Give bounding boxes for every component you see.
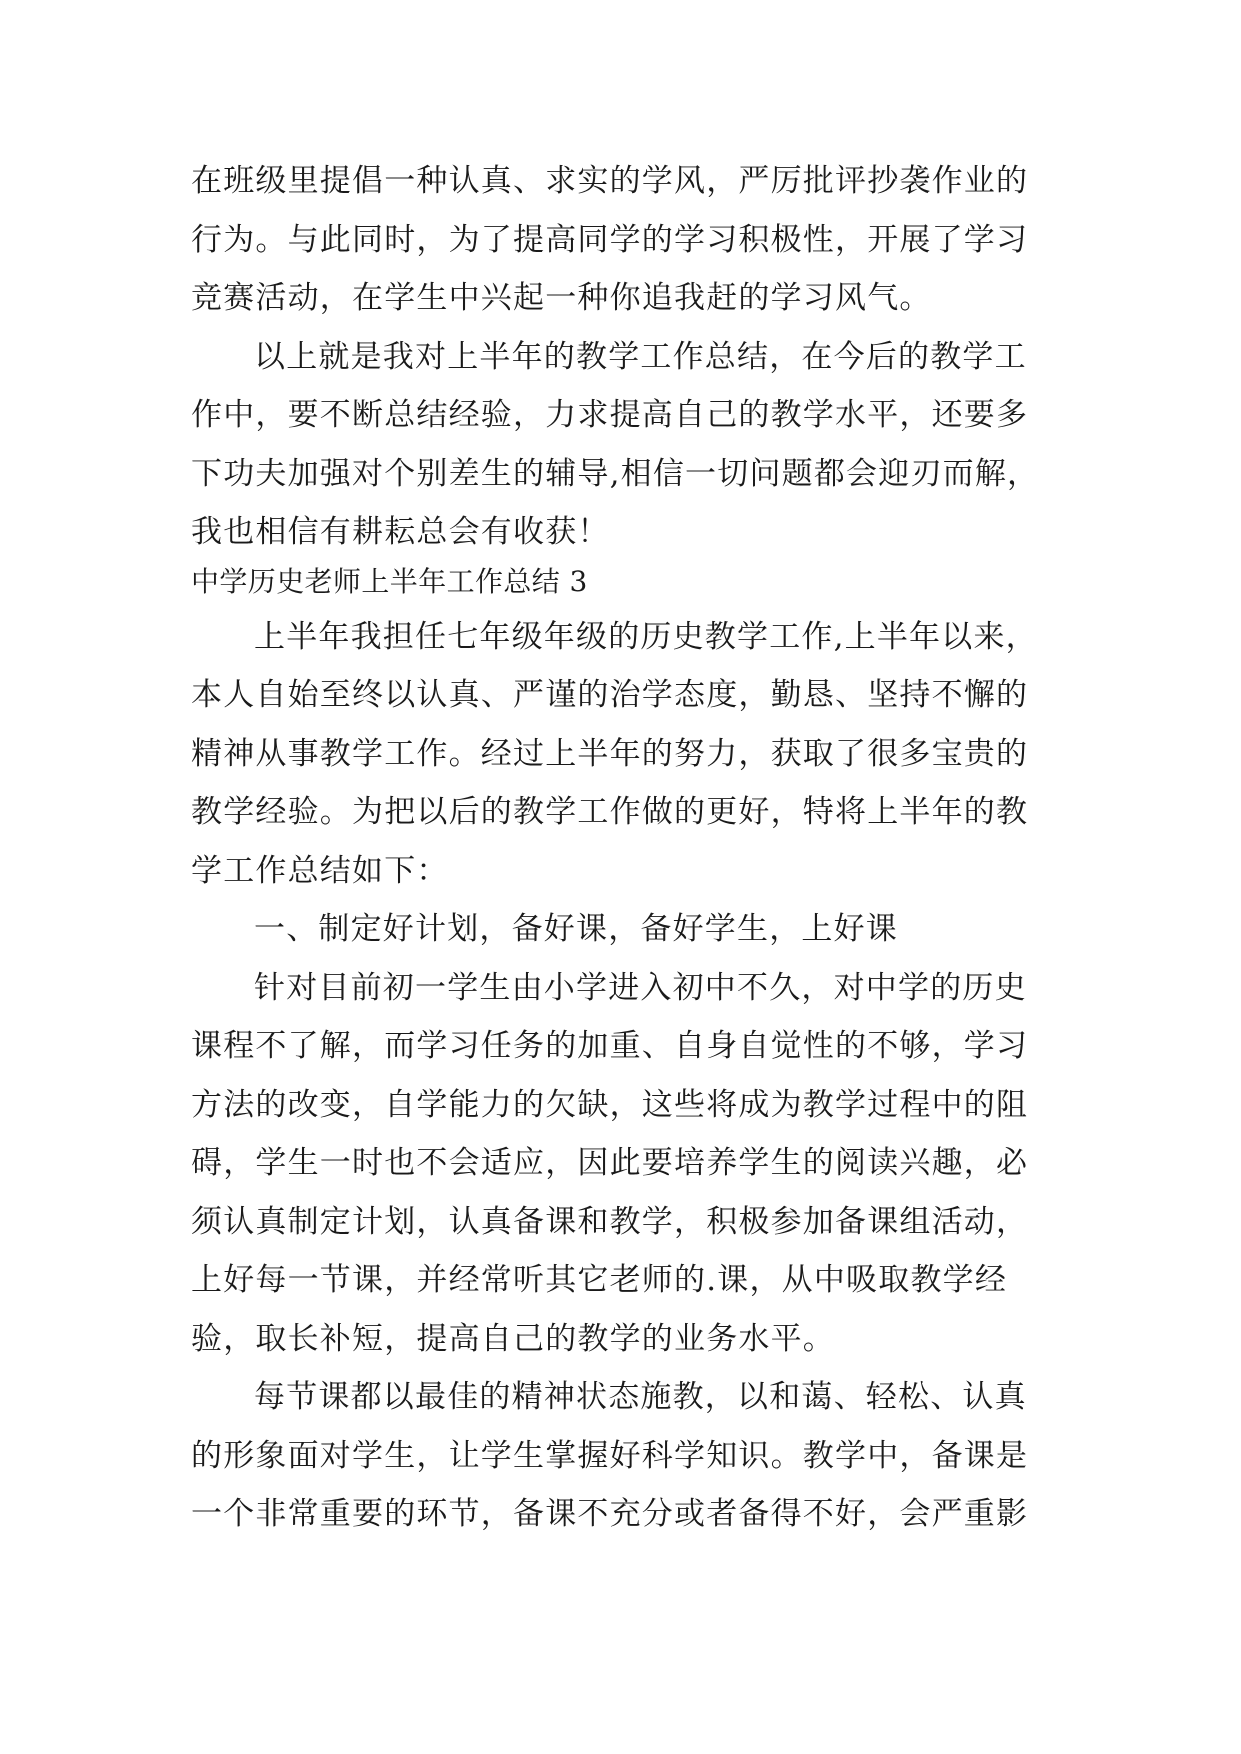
text-line: 每节课都以最佳的精神状态施教，以和蔼、轻松、认真 [254,1379,1027,1415]
text-line: 行为。与此同时，为了提高同学的学习积极性，开展了学习 [191,221,1029,258]
text-line: 须认真制定计划，认真备课和教学，积极参加备课组活动， [191,1203,1029,1240]
text-line: 下功夫加强对个别差生的辅导,相信一切问题都会迎刃而解， [191,455,1040,492]
text-line: 本人自始至终以认真、严谨的治学态度，勤恳、坚持不懈的 [191,677,1029,713]
text-line: 上好每一节课，并经常听其它老师的.课，从中吸取教学经 [191,1262,1008,1298]
text-line: 一个非常重要的环节，备课不充分或者备得不好，会严重影 [191,1496,1029,1532]
text-line: 方法的改变，自学能力的欠缺，这些将成为教学过程中的阻 [191,1086,1029,1123]
text-line: 课程不了解，而学习任务的加重、自身自觉性的不够，学习 [191,1028,1029,1064]
text-line: 作中，要不断总结经验，力求提高自己的教学水平，还要多 [191,397,1029,433]
text-line: 上半年我担任七年级年级的历史教学工作,上半年以来， [254,618,1038,655]
text-line: 竞赛活动，在学生中兴起一种你追我赶的学习风气。 [191,280,932,316]
text-line: 在班级里提倡一种认真、求实的学风，严厉批评抄袭作业的 [191,163,1029,199]
text-line: 针对目前初一学生由小学进入初中不久，对中学的历史 [254,969,1027,1006]
text-line: 以上就是我对上半年的教学工作总结，在今后的教学工 [254,338,1027,375]
text-line: 碍，学生一时也不会适应，因此要培养学生的阅读兴趣，必 [191,1145,1029,1181]
text-line: 教学经验。为把以后的教学工作做的更好，特将上半年的教 [191,794,1029,830]
text-line: 精神从事教学工作。经过上半年的努力，获取了很多宝贵的 [191,735,1029,772]
text-line: 的形象面对学生，让学生掌握好科学知识。教学中，备课是 [191,1437,1029,1474]
text-line: 学工作总结如下： [191,852,449,889]
text-line: 我也相信有耕耘总会有收获！ [191,514,610,550]
document-body [191,152,1051,1544]
subheading-line: 一、制定好计划，备好课，备好学生，上好课 [254,911,898,947]
text-line: 验，取长补短，提高自己的教学的业务水平。 [191,1320,835,1357]
section-heading: 中学历史老师上半年工作总结 3 [191,564,588,598]
